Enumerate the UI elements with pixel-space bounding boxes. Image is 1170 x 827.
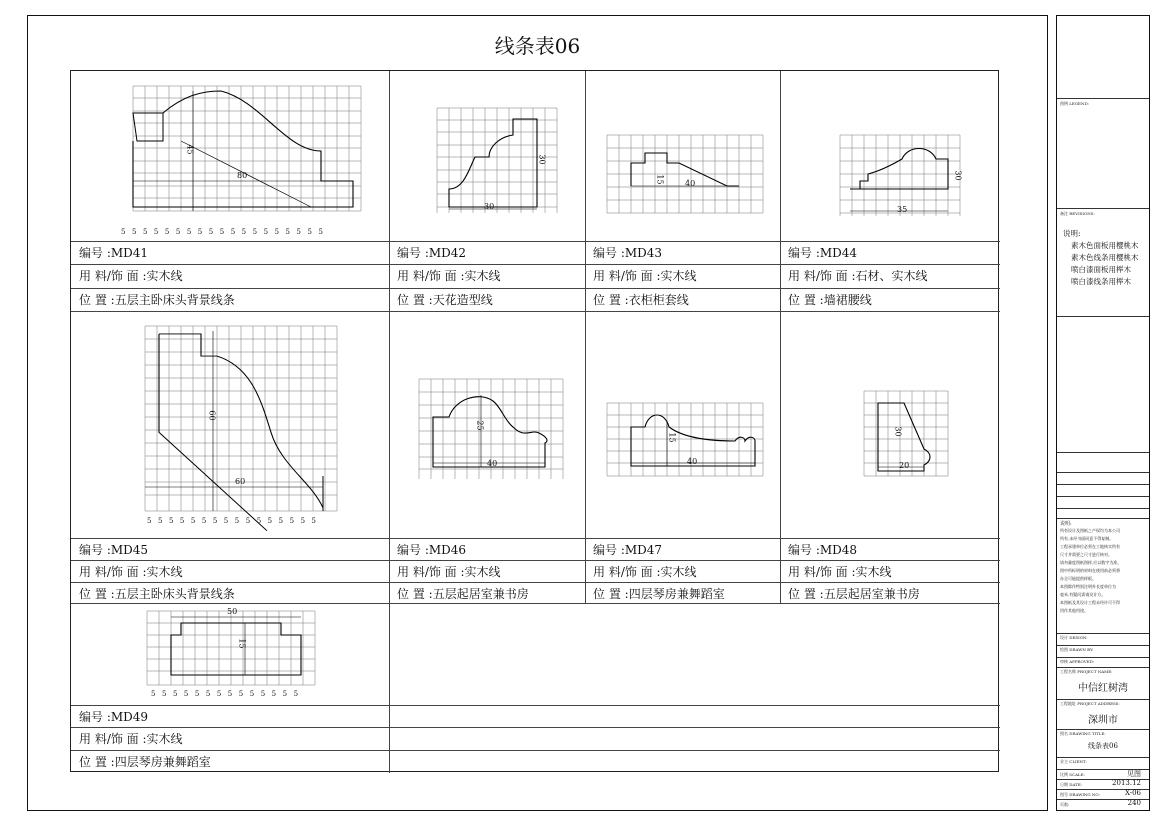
md41-code-row: 编号 :MD41 <box>71 241 389 264</box>
page-number: 240 <box>1127 799 1141 807</box>
tick-row-md45: 5555555555555555 <box>147 517 323 525</box>
dim-md46-b: 40 <box>487 459 498 468</box>
profile-drawing-md45 <box>71 311 389 541</box>
dim-md43-b: 40 <box>685 179 696 188</box>
md48-code-row: 编号 :MD48 <box>780 538 1000 560</box>
dim-md48-a: 30 <box>893 426 903 437</box>
md44-material-row: 用 料/饰 面 :石材、实木线 <box>780 264 1000 288</box>
dim-md46-a: 25 <box>475 420 485 431</box>
md48-material-row: 用 料/饰 面 :实木线 <box>780 560 1000 582</box>
md46-position-row: 位 置 :五层起居室兼书房 <box>389 582 585 603</box>
dim-md49-a: 50 <box>227 607 238 616</box>
profile-drawing-md43 <box>585 71 780 241</box>
dim-md44-a: 35 <box>897 205 908 214</box>
md44-position-row: 位 置 :墙裙腰线 <box>780 288 1000 311</box>
dim-md47-a: 15 <box>667 432 677 443</box>
profile-drawing-md46 <box>389 311 585 541</box>
md45-position-row: 位 置 :五层主卧床头背景线条 <box>71 582 389 603</box>
profile-drawing-md41 <box>71 71 389 241</box>
dim-md45-b: 60 <box>235 477 246 486</box>
md49-position-row: 位 置 :四层琴房兼舞蹈室 <box>71 750 1000 773</box>
dim-md43-a: 15 <box>655 174 665 185</box>
md45-material-row: 用 料/饰 面 :实木线 <box>71 560 389 582</box>
md41-material-row: 用 料/饰 面 :实木线 <box>71 264 389 288</box>
md46-material-row: 用 料/饰 面 :实木线 <box>389 560 585 582</box>
scale-value: 见图 <box>1127 770 1141 778</box>
dim-md42-b: 30 <box>537 154 547 165</box>
md43-code-row: 编号 :MD43 <box>585 241 780 264</box>
md49-code-row: 编号 :MD49 <box>71 705 1000 727</box>
md41-position-row: 位 置 :五层主卧床头背景线条 <box>71 288 389 311</box>
tick-row-md49: 55555555555555 <box>151 690 305 698</box>
profile-drawing-md44 <box>780 71 1000 241</box>
revisions-label: 备注 REVISIONS: <box>1060 211 1095 216</box>
legend-label: 图例 LEGEND: <box>1060 101 1090 106</box>
project-name: 中信红树湾 <box>1078 683 1128 694</box>
md47-code-row: 编号 :MD47 <box>585 538 780 560</box>
drawing-number: X-06 <box>1124 789 1141 797</box>
profile-drawing-md48 <box>780 311 1000 541</box>
md43-position-row: 位 置 :衣柜柜套线 <box>585 288 780 311</box>
md43-material-row: 用 料/饰 面 :实木线 <box>585 264 780 288</box>
profile-drawing-md49 <box>71 603 389 703</box>
md44-code-row: 编号 :MD44 <box>780 241 1000 264</box>
md47-material-row: 用 料/饰 面 :实木线 <box>585 560 780 582</box>
md47-position-row: 位 置 :四层琴房兼舞蹈室 <box>585 582 780 603</box>
md46-code-row: 编号 :MD46 <box>389 538 585 560</box>
dim-md49-b: 15 <box>237 638 247 649</box>
dim-md41-a: 45 <box>185 144 195 155</box>
dim-md47-b: 40 <box>687 457 698 466</box>
profile-table <box>70 70 999 772</box>
title-block: 图例 LEGEND: 备注 REVISIONS: 说明: 素木色面板用樱桃木 素木色线条用樱桃木 喷白漆面板用榉木 喷白漆线条用榉木 说明: 所有设计及图纸之产权均为本公司 所有,未经书面同意不得复制。 工程承建单位必须在工地核实所有 尺寸并需要之尺寸进行核对。 请勿量度图纸图样,应以数字为准。 图中所标明的材料在使用前必须将 办全可能提供样板。 本图除作特别注明外长度单位为 毫米,有疑问需请设计方。 本图纸及其设计工程未经许可不得 用作其他用途。 设计 DESIGN: 绘图 DRAWN BY: 审核 APPROVED: 工程名称 PROJECT NAME: 中信红树湾 工程地址 PROJECT ADDRESS: 深圳市 图名 DRAWING TITLE: 线条表06 业主 CLIENT: 比例 SCALE: 见图 日期 DATE: 2013.12 图号 DRAWING NO: X-06 页数: 240 <box>1056 15 1150 811</box>
dim-md42-a: 30 <box>484 202 495 211</box>
dim-md41-b: 80 <box>237 171 248 180</box>
md42-position-row: 位 置 :天花造型线 <box>389 288 585 311</box>
profile-drawing-md47 <box>585 311 780 541</box>
fine-print: 所有设计及图纸之产权均为本公司 所有,未经书面同意不得复制。 工程承建单位必须在工地核实所有 尺寸并需要之尺寸进行核对。 请勿量度图纸图样,应以数字为准。 图中所标明的材料在使用前必须将 办全可能提供样板。 本图除作特别注明外长度单位为 毫米,有疑问需请设计方。 本图纸及其设计工程未经许可不得 用作其他用途。 <box>1060 528 1122 613</box>
profile-drawing-md42 <box>389 71 585 241</box>
md49-material-row: 用 料/饰 面 :实木线 <box>71 727 1000 750</box>
date-value: 2013.12 <box>1112 779 1141 787</box>
sheet-title: 线条表06 <box>494 34 581 58</box>
dim-md48-b: 20 <box>899 461 910 470</box>
tick-row-md41: 5555555555555555555 <box>121 228 330 236</box>
md45-code-row: 编号 :MD45 <box>71 538 389 560</box>
material-notes: 说明: 素木色面板用樱桃木 素木色线条用樱桃木 喷白漆面板用榉木 喷白漆线条用榉木 <box>1063 229 1139 286</box>
drawing-title: 线条表06 <box>1088 742 1118 750</box>
md48-position-row: 位 置 :五层起居室兼书房 <box>780 582 1000 603</box>
md42-material-row: 用 料/饰 面 :实木线 <box>389 264 585 288</box>
md42-code-row: 编号 :MD42 <box>389 241 585 264</box>
dim-md45-a: 60 <box>207 410 217 421</box>
project-address: 深圳市 <box>1088 715 1118 726</box>
dim-md44-b: 30 <box>953 170 963 181</box>
